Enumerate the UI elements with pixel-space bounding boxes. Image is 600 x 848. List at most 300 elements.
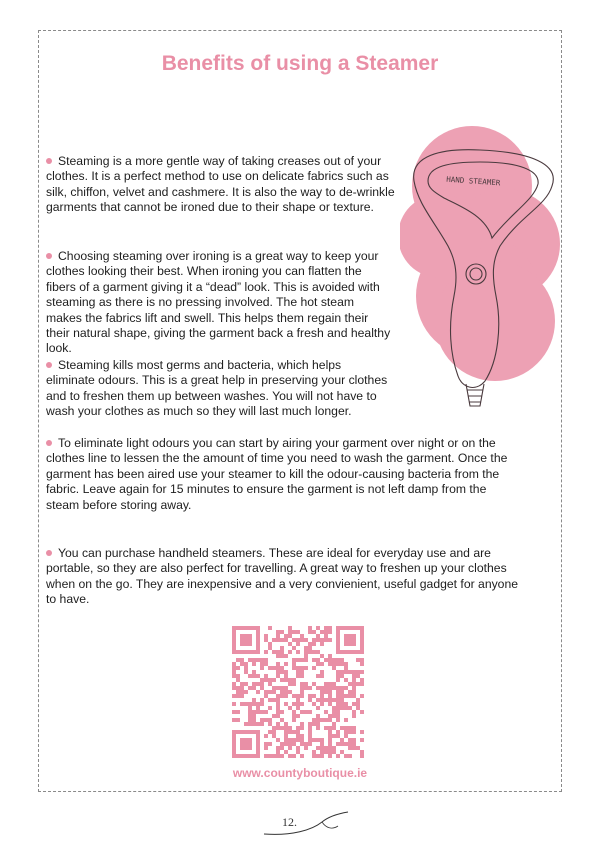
qr-module [292, 662, 296, 666]
qr-module [328, 698, 332, 702]
qr-module [300, 734, 304, 738]
qr-module [248, 686, 252, 690]
qr-module [276, 686, 280, 690]
qr-module [284, 694, 288, 698]
qr-module [340, 726, 344, 730]
qr-module [336, 706, 340, 710]
qr-module [308, 734, 312, 738]
qr-module [276, 710, 280, 714]
qr-module [308, 626, 312, 630]
website-link[interactable]: www.countyboutique.ie [232, 766, 368, 780]
qr-module [312, 658, 316, 662]
qr-module [336, 662, 340, 666]
qr-module [320, 750, 324, 754]
qr-module [276, 674, 280, 678]
qr-module [328, 714, 332, 718]
qr-module [296, 726, 300, 730]
qr-module [328, 746, 332, 750]
qr-module [260, 698, 264, 702]
qr-module [352, 738, 356, 742]
paragraph-text: Steaming is a more gentle way of taking creases out of your clothes. It is a perfect method to use on delicate fabrics such as silk, chiffon, velvet and cashmere. It is also the way to de-wrinkle garments that cannot be ironed due to their shape or texture. [46, 154, 395, 215]
qr-module [304, 646, 308, 650]
qr-module [360, 662, 364, 666]
qr-module [280, 742, 284, 746]
qr-module [336, 670, 340, 674]
page-number: 12. [282, 815, 297, 829]
qr-module [240, 702, 244, 706]
qr-module [304, 686, 308, 690]
qr-module [300, 674, 304, 678]
qr-module [300, 710, 304, 714]
qr-module [344, 726, 348, 730]
qr-module [324, 710, 328, 714]
qr-module [256, 702, 260, 706]
qr-module [332, 706, 336, 710]
qr-module [288, 706, 292, 710]
qr-module [320, 670, 324, 674]
qr-module [356, 682, 360, 686]
qr-module [332, 714, 336, 718]
qr-module [348, 746, 352, 750]
qr-module [304, 666, 308, 670]
qr-module [284, 690, 288, 694]
qr-module [276, 694, 280, 698]
qr-module [332, 726, 336, 730]
qr-module [356, 702, 360, 706]
qr-module [252, 710, 256, 714]
qr-module [348, 742, 352, 746]
qr-module [340, 662, 344, 666]
qr-module [276, 738, 280, 742]
qr-module [284, 742, 288, 746]
qr-module [340, 698, 344, 702]
qr-module [268, 722, 272, 726]
qr-module [320, 642, 324, 646]
qr-module [296, 730, 300, 734]
qr-module [344, 662, 348, 666]
qr-module [232, 682, 236, 686]
qr-module [304, 650, 308, 654]
qr-module [316, 754, 320, 758]
qr-module [356, 706, 360, 710]
qr-module [348, 690, 352, 694]
qr-module [284, 678, 288, 682]
qr-module [236, 694, 240, 698]
qr-module [268, 742, 272, 746]
paragraph-steaming-gentle [46, 154, 401, 216]
qr-module [316, 718, 320, 722]
qr-module [276, 634, 280, 638]
qr-module [260, 662, 264, 666]
qr-module [360, 678, 364, 682]
qr-module [360, 670, 364, 674]
qr-module [336, 714, 340, 718]
qr-module [236, 666, 240, 670]
qr-module [264, 710, 268, 714]
qr-module [280, 646, 284, 650]
qr-module [288, 626, 292, 630]
qr-module [312, 718, 316, 722]
qr-module [312, 694, 316, 698]
qr-module [280, 690, 284, 694]
qr-module [316, 626, 320, 630]
qr-module [320, 686, 324, 690]
qr-module [304, 682, 308, 686]
qr-module [280, 650, 284, 654]
qr-module [328, 754, 332, 758]
qr-module [280, 630, 284, 634]
qr-module [336, 710, 340, 714]
qr-module [312, 722, 316, 726]
qr-module [312, 666, 316, 670]
qr-module [300, 638, 304, 642]
qr-module [264, 674, 268, 678]
qr-module [284, 726, 288, 730]
qr-module [264, 650, 268, 654]
paragraph-eliminate-odours [46, 436, 516, 513]
qr-module [316, 746, 320, 750]
qr-module [284, 654, 288, 658]
qr-module [296, 658, 300, 662]
qr-module [308, 694, 312, 698]
qr-module [292, 682, 296, 686]
qr-module [328, 730, 332, 734]
qr-module [288, 642, 292, 646]
paragraph-text: Steaming kills most germs and bacteria, which helps eliminate odours. This is a great help in preserving your clothes and to freshen them up between washes. You will not have to wash your clothes as much so they will last much longer. [46, 358, 388, 419]
qr-module [244, 662, 248, 666]
qr-module [292, 630, 296, 634]
qr-module [336, 694, 340, 698]
paragraph-handheld-steamers [46, 546, 526, 608]
qr-module [268, 690, 272, 694]
qr-module [248, 718, 252, 722]
qr-module [236, 710, 240, 714]
paragraph-text: You can purchase handheld steamers. These are ideal for everyday use and are portable, so they are also perfect for travelling. A great way to freshen up your clothes when on the go. They are inexpensive and a very convienient, useful gadget for anyone to have. [46, 546, 519, 607]
qr-module [276, 714, 280, 718]
qr-module [336, 686, 340, 690]
qr-module [252, 662, 256, 666]
qr-module [308, 730, 312, 734]
qr-module [280, 726, 284, 730]
qr-module [244, 666, 248, 670]
qr-module [300, 726, 304, 730]
qr-module [292, 710, 296, 714]
qr-module [272, 638, 276, 642]
bullet-dot [46, 158, 52, 164]
qr-module [352, 682, 356, 686]
qr-module [328, 718, 332, 722]
qr-module [336, 702, 340, 706]
qr-module [276, 670, 280, 674]
qr-module [296, 650, 300, 654]
qr-module [264, 638, 268, 642]
qr-module [352, 710, 356, 714]
hand-steamer-illustration [400, 126, 560, 426]
qr-module [280, 718, 284, 722]
qr-module [244, 690, 248, 694]
qr-module [360, 754, 364, 758]
qr-module [332, 662, 336, 666]
qr-module [272, 686, 276, 690]
qr-module [244, 670, 248, 674]
qr-module [236, 690, 240, 694]
qr-module [344, 730, 348, 734]
qr-module [284, 634, 288, 638]
qr-module [348, 706, 352, 710]
qr-module [292, 638, 296, 642]
qr-module [232, 718, 236, 722]
qr-module [304, 742, 308, 746]
qr-module [296, 670, 300, 674]
qr-module [360, 682, 364, 686]
qr-module [260, 710, 264, 714]
qr-module [300, 634, 304, 638]
qr-module [336, 674, 340, 678]
qr-module [332, 666, 336, 670]
qr-module [292, 718, 296, 722]
qr-module [292, 754, 296, 758]
qr-module [320, 718, 324, 722]
qr-module [300, 738, 304, 742]
qr-module [332, 734, 336, 738]
qr-module [252, 718, 256, 722]
qr-module [300, 658, 304, 662]
qr-module [232, 702, 236, 706]
qr-module [328, 682, 332, 686]
qr-module [264, 694, 268, 698]
qr-module [312, 750, 316, 754]
qr-module [308, 698, 312, 702]
qr-module [328, 702, 332, 706]
qr-module [300, 754, 304, 758]
qr-module [344, 754, 348, 758]
qr-code[interactable] [232, 626, 364, 758]
qr-module [284, 730, 288, 734]
qr-module [324, 658, 328, 662]
qr-module [296, 630, 300, 634]
qr-module [344, 742, 348, 746]
qr-module [300, 694, 304, 698]
qr-module [336, 742, 340, 746]
qr-module [324, 686, 328, 690]
qr-module [320, 738, 324, 742]
qr-module [344, 686, 348, 690]
qr-module [352, 702, 356, 706]
qr-module [276, 662, 280, 666]
qr-module [288, 630, 292, 634]
qr-module [284, 738, 288, 742]
qr-module [260, 702, 264, 706]
qr-module [352, 714, 356, 718]
qr-module [244, 682, 248, 686]
qr-module [276, 726, 280, 730]
qr-module [264, 742, 268, 746]
qr-module [300, 722, 304, 726]
qr-module [324, 698, 328, 702]
qr-module [308, 630, 312, 634]
qr-module [280, 694, 284, 698]
qr-module [296, 642, 300, 646]
qr-module [344, 706, 348, 710]
qr-module [320, 694, 324, 698]
needle-thread-icon [262, 808, 352, 838]
qr-module [320, 690, 324, 694]
qr-module [328, 690, 332, 694]
qr-module [312, 738, 316, 742]
qr-module [256, 710, 260, 714]
qr-module [352, 670, 356, 674]
qr-module [328, 738, 332, 742]
qr-module [284, 686, 288, 690]
qr-module [312, 682, 316, 686]
qr-module [320, 674, 324, 678]
qr-module [268, 730, 272, 734]
qr-module [292, 738, 296, 742]
qr-module [336, 698, 340, 702]
qr-module [332, 698, 336, 702]
qr-module [264, 634, 268, 638]
qr-module [240, 682, 244, 686]
qr-module [280, 670, 284, 674]
qr-module [328, 626, 332, 630]
qr-module [352, 690, 356, 694]
qr-module [300, 666, 304, 670]
qr-module [324, 634, 328, 638]
qr-module [272, 714, 276, 718]
qr-module [356, 674, 360, 678]
qr-module [336, 690, 340, 694]
qr-module [340, 702, 344, 706]
qr-module [288, 726, 292, 730]
qr-module [232, 674, 236, 678]
qr-module [296, 706, 300, 710]
qr-module [316, 662, 320, 666]
qr-module [308, 642, 312, 646]
qr-module [316, 726, 320, 730]
qr-module [336, 658, 340, 662]
qr-module [292, 702, 296, 706]
qr-module [360, 730, 364, 734]
qr-module [308, 726, 312, 730]
qr-module [288, 730, 292, 734]
qr-module [252, 722, 256, 726]
qr-module [240, 634, 252, 646]
qr-module [296, 746, 300, 750]
qr-module [280, 710, 284, 714]
qr-module [340, 674, 344, 678]
qr-module [344, 718, 348, 722]
qr-module [276, 650, 280, 654]
qr-module [332, 710, 336, 714]
qr-module [260, 682, 264, 686]
qr-module [320, 630, 324, 634]
qr-module [280, 686, 284, 690]
qr-module [248, 706, 252, 710]
qr-module [260, 718, 264, 722]
qr-module [284, 734, 288, 738]
qr-module [340, 694, 344, 698]
qr-module [284, 702, 288, 706]
qr-module [292, 730, 296, 734]
qr-module [296, 750, 300, 754]
qr-module [276, 750, 280, 754]
qr-module [348, 754, 352, 758]
qr-module [344, 666, 348, 670]
qr-module [280, 638, 284, 642]
qr-module [336, 734, 340, 738]
qr-module [320, 698, 324, 702]
qr-module [272, 730, 276, 734]
qr-module [328, 726, 332, 730]
qr-module [340, 738, 344, 742]
paragraph-text: Choosing steaming over ironing is a great way to keep your clothes looking their best. When ironing you can flatten the fibers of a garment giving it a “dead” look. This is avoided with steaming as there is no pressing involved. The hot steam makes the fabrics lift and swell. This helps them regain their their natural shape, giving the garment back a fresh and healthy look. [46, 249, 391, 356]
qr-module [296, 674, 300, 678]
qr-module [272, 734, 276, 738]
qr-module [292, 678, 296, 682]
qr-module [332, 746, 336, 750]
qr-module [288, 678, 292, 682]
qr-module [260, 722, 264, 726]
qr-module [268, 666, 272, 670]
qr-module [280, 654, 284, 658]
qr-module [340, 658, 344, 662]
qr-module [296, 738, 300, 742]
qr-module [316, 650, 320, 654]
qr-module [348, 670, 352, 674]
qr-module [288, 754, 292, 758]
qr-module [296, 666, 300, 670]
qr-module [308, 710, 312, 714]
qr-module [268, 754, 272, 758]
qr-module [360, 694, 364, 698]
qr-module [336, 718, 340, 722]
qr-module [352, 726, 356, 730]
bullet-dot [46, 362, 52, 368]
qr-module [340, 690, 344, 694]
qr-module [348, 694, 352, 698]
qr-module [272, 678, 276, 682]
qr-module [352, 674, 356, 678]
qr-module [276, 706, 280, 710]
qr-module [300, 702, 304, 706]
qr-module [260, 666, 264, 670]
qr-module [240, 738, 252, 750]
qr-module [284, 674, 288, 678]
qr-module [240, 686, 244, 690]
qr-module [288, 650, 292, 654]
qr-module [352, 730, 356, 734]
qr-module [284, 670, 288, 674]
qr-module [316, 634, 320, 638]
qr-module [244, 722, 248, 726]
qr-module [304, 658, 308, 662]
qr-module [328, 658, 332, 662]
qr-module [240, 690, 244, 694]
qr-module [256, 690, 260, 694]
qr-module [268, 642, 272, 646]
qr-module [268, 626, 272, 630]
qr-module [276, 654, 280, 658]
qr-module [288, 690, 292, 694]
qr-module [344, 734, 348, 738]
qr-module [304, 654, 308, 658]
qr-module [308, 686, 312, 690]
paragraph-text: To eliminate light odours you can start by airing your garment over night or on the clothes line to lessen the the amount of time you need to wash the garment. Once the garment has been aired use your steamer to kill the odour-causing bacteria from the fabric. Leave again for 15 minutes to ensure the garment is not left damp from the steam before storing away. [46, 436, 508, 512]
qr-module [296, 638, 300, 642]
qr-module [276, 698, 280, 702]
qr-module [284, 722, 288, 726]
qr-module [292, 714, 296, 718]
